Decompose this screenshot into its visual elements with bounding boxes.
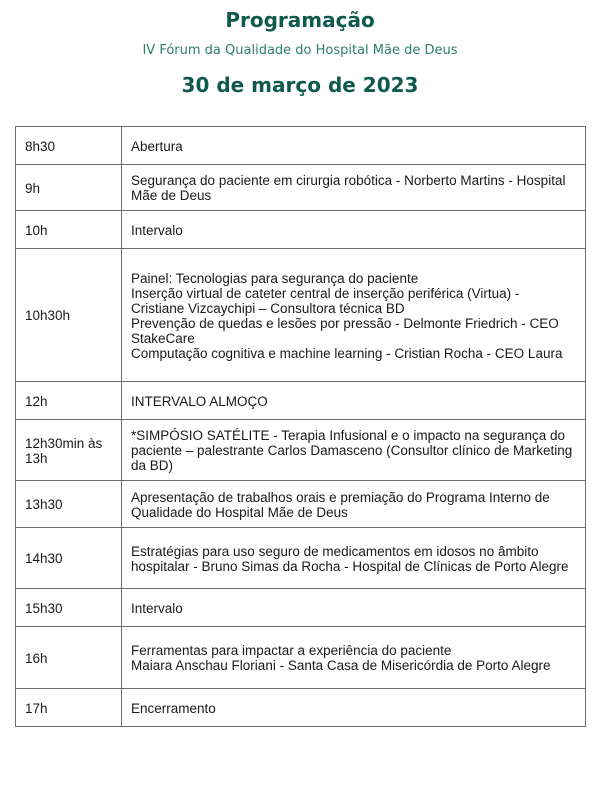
schedule-topic-line: Abertura (131, 138, 183, 154)
schedule-topic-line: Inserção virtual de cateter central de inserção periférica (Virtua) - Cristiane Vizcaychipi – Consultora técnica BD (131, 285, 520, 316)
schedule-row (16, 165, 586, 211)
schedule-topic-line: Segurança do paciente em cirurgia robótica - Norberto Martins - Hospital Mãe de Deus (131, 173, 566, 203)
schedule-topic-line: *SIMPÓSIO SATÉLITE - Terapia Infusional e o impacto na segurança do paciente – palestrante Carlos Damasceno (Consultor clínico de Marketing da BD) (131, 428, 573, 473)
schedule-topic-line: Intervalo (131, 222, 183, 238)
schedule-time: 12h30min às 13h (16, 420, 122, 481)
schedule-row (16, 589, 586, 627)
schedule-topic (122, 165, 586, 211)
schedule-topic (122, 528, 586, 589)
schedule-row (16, 481, 586, 528)
schedule-topic-line: Apresentação de trabalhos orais e premiação do Programa Interno de Qualidade do Hospital Mãe de Deus (131, 489, 550, 520)
schedule-topic-line: Intervalo (131, 600, 183, 616)
schedule-table (15, 126, 586, 727)
schedule-topic (122, 249, 586, 382)
schedule-time: 14h30 (16, 528, 122, 589)
page-header (0, 0, 600, 99)
page-title: Programação (225, 8, 375, 32)
schedule-time: 17h (16, 689, 122, 727)
schedule-topic-line: Prevenção de quedas e lesões por pressão - Delmonte Friedrich - CEO StakeCare (131, 315, 559, 346)
schedule-time: 10h (16, 211, 122, 249)
schedule-time: 9h (16, 165, 122, 211)
schedule-topic-line: Encerramento (131, 700, 216, 716)
schedule-time: 15h30 (16, 589, 122, 627)
schedule-time: 8h30 (16, 127, 122, 165)
schedule-row (16, 528, 586, 589)
schedule-row (16, 627, 586, 689)
schedule-time: 10h30h (16, 249, 122, 382)
schedule-row (16, 249, 586, 382)
event-subtitle: IV Fórum da Qualidade do Hospital Mãe de Deus (142, 43, 458, 58)
schedule-topic-line: Ferramentas para impactar a experiência do paciente (131, 643, 452, 658)
schedule-topic-line: Computação cognitiva e machine learning - Cristian Rocha - CEO Laura (131, 345, 563, 361)
schedule-topic-line: Estratégias para uso seguro de medicamentos em idosos no âmbito hospitalar - Bruno Simas da Rocha - Hospital de Clínicas de Porto Alegre (131, 543, 569, 574)
schedule-topic (122, 211, 586, 249)
schedule-topic (122, 481, 586, 528)
schedule-topic (122, 627, 586, 689)
schedule-topic-line: INTERVALO ALMOÇO (131, 393, 268, 409)
schedule-topic (122, 382, 586, 420)
schedule-time: 13h30 (16, 481, 122, 528)
schedule-row (16, 420, 586, 481)
schedule-row (16, 127, 586, 165)
schedule-time: 12h (16, 382, 122, 420)
schedule-topic-line: Maiara Anschau Floriani - Santa Casa de Misericórdia de Porto Alegre (131, 658, 551, 673)
schedule-body (16, 127, 586, 727)
schedule-time: 16h (16, 627, 122, 689)
schedule-topic (122, 589, 586, 627)
schedule-topic (122, 127, 586, 165)
schedule-topic (122, 420, 586, 481)
schedule-row (16, 211, 586, 249)
schedule-topic-line: Painel: Tecnologias para segurança do paciente (131, 270, 419, 286)
schedule-row (16, 689, 586, 727)
event-date: 30 de março de 2023 (181, 73, 419, 97)
schedule-topic (122, 689, 586, 727)
schedule-row (16, 382, 586, 420)
